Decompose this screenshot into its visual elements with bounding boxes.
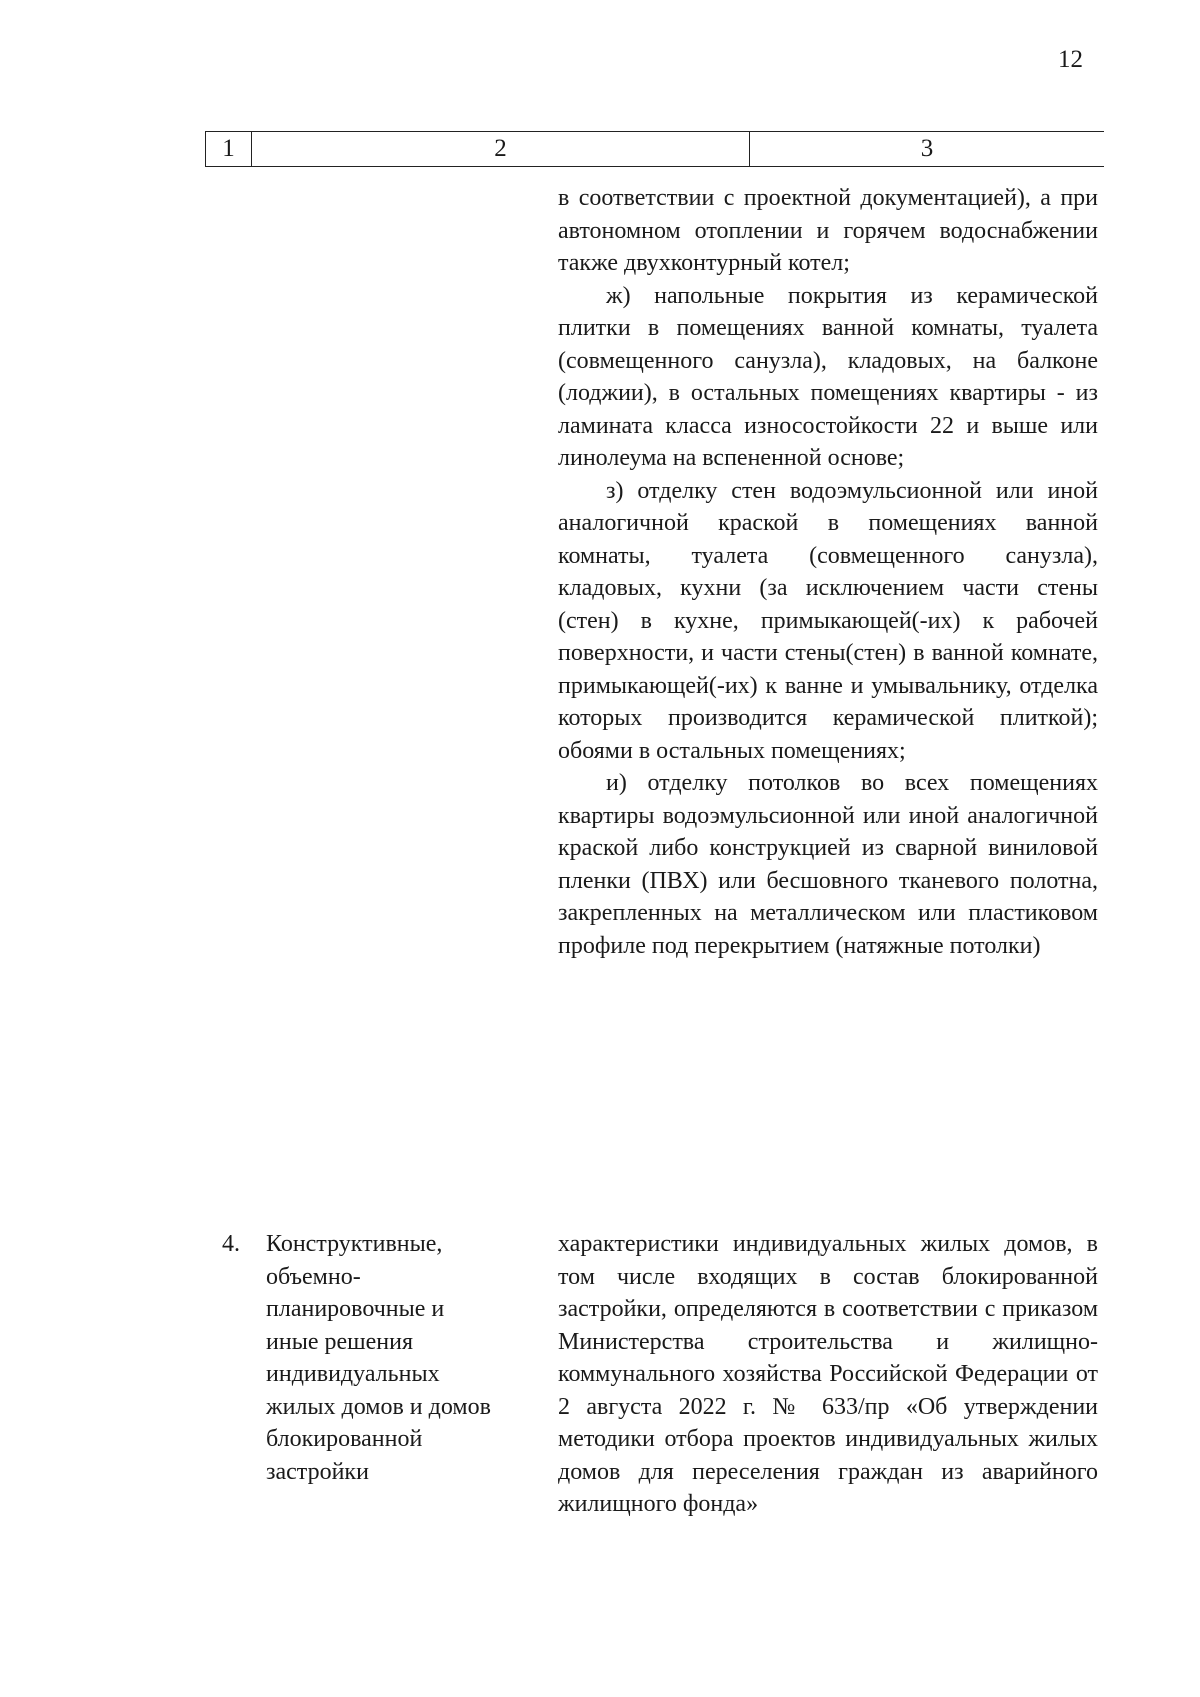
table-header-row xyxy=(205,131,1104,167)
table-header-col-3: 3 xyxy=(920,135,934,162)
row-4-description xyxy=(558,1228,1098,1521)
continuation-paragraph-1: в соответствии с проектной документацией), а при автономном отоплении и горячем водоснабжении также двухконтурный котел; xyxy=(558,185,1098,276)
row-4-title-line: Конструктивные, xyxy=(266,1231,443,1257)
row-4-title-line: застройки xyxy=(266,1458,369,1485)
row-4-title-line: индивидуальных xyxy=(266,1361,440,1387)
row-4-title xyxy=(266,1228,551,1488)
table-header-col-1: 1 xyxy=(205,132,252,166)
row-4-title-line: жилых домов и домов xyxy=(266,1393,491,1420)
row-4-title-line: объемно- xyxy=(266,1263,361,1290)
row-4-description-text: характеристики индивидуальных жилых домов, в том числе входящих в состав блокированной застройки, определяются в соответствии с приказом Министерства строительства и жилищно-коммунального хозяйства Российской Федерации от 2 августа 2022 г. № 633/пр «Об утверждении методики отбора проектов индивидуальных жилых домов для переселения граждан из аварийного жилищного фонда» xyxy=(558,1231,1098,1517)
item-i-paragraph: и) отделку потолков во всех помещениях квартиры водоэмульсионной или иной аналогичной краской либо конструкцией из сварной виниловой пленки (ПВХ) или бесшовного тканевого полотна, закрепленных на металлическом или пластиковом профиле под перекрытием (натяжные потолки) xyxy=(558,770,1098,959)
item-zh-paragraph: ж) напольные покрытия из керамической плитки в помещениях ванной комнаты, туалета (совмещенного санузла), кладовых, на балконе (лоджии), в остальных помещениях квартиры - из ламината класса износостойкости 22 и выше или линолеума на вспененной основе; xyxy=(558,282,1098,471)
page-number: 12 xyxy=(1058,46,1083,73)
table-header-col-2: 2 xyxy=(252,132,750,166)
row-4-title-line: блокированной xyxy=(266,1426,423,1452)
row-4-title-line: планировочные и xyxy=(266,1296,445,1322)
item-z-paragraph: з) отделку стен водоэмульсионной или иной аналогичной краской в помещениях ванной комнаты, туалета (совмещенного санузла), кладовых, кухни (за исключением части стены (стен) в кухне, примыкающей(-их) к рабочей поверхности, и части стены(стен) в ванной комнате, примыкающей(-их) к ванне и умывальнику, отделка которых производится керамической плиткой); обоями в остальных помещениях; xyxy=(558,477,1098,764)
row-number: 4. xyxy=(222,1231,240,1257)
continuation-text xyxy=(558,182,1098,962)
row-4-title-line: иные решения xyxy=(266,1328,413,1355)
